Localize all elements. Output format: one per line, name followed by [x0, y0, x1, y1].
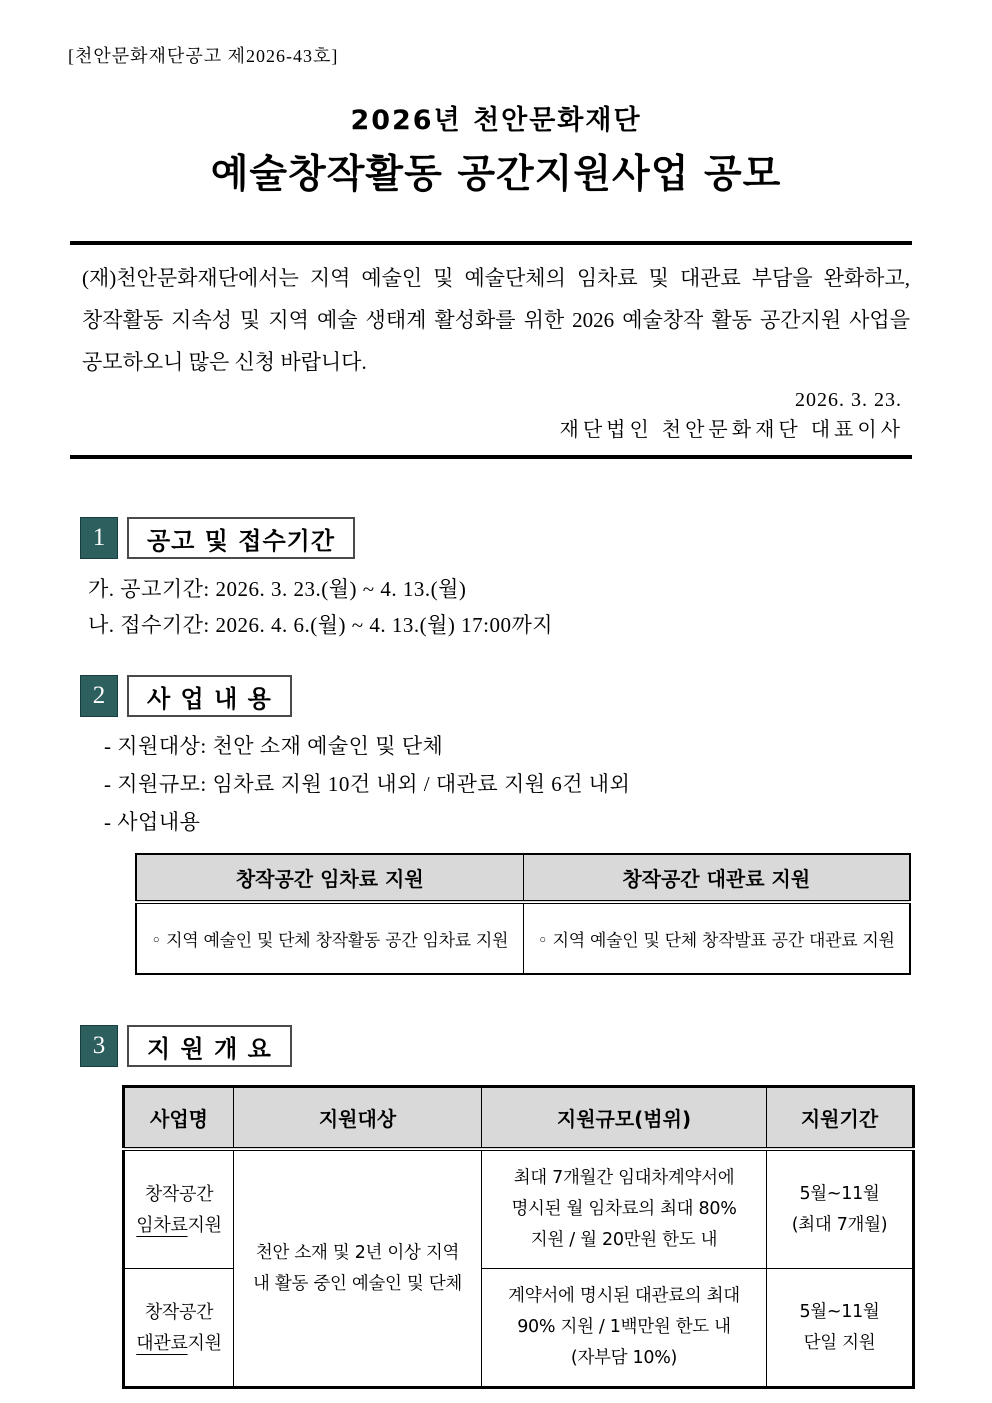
- overview-venue-period-cell: [767, 1269, 914, 1388]
- title-line-1: 2026년 천안문화재단: [350, 105, 642, 136]
- overview-venue-name-rest: 지원: [187, 1332, 222, 1354]
- support-scale-line: - 지원규모: 임차료 지원 10건 내외 / 대관료 지원 6건 내외: [104, 772, 631, 796]
- support-target-line: - 지원대상: 천안 소재 예술인 및 단체: [104, 734, 444, 758]
- overview-rent-name-cell: [124, 1149, 234, 1269]
- overview-target-line2: 내 활동 중인 예술인 및 단체: [253, 1273, 462, 1294]
- overview-header-target: 지원대상: [234, 1087, 482, 1150]
- overview-header-name: 사업명: [124, 1087, 234, 1150]
- overview-table-header-row: [124, 1087, 914, 1150]
- section-3-header: [80, 1025, 992, 1067]
- intro-paragraph: (재)천안문화재단에서는 지역 예술인 및 예술단체의 임차료 및 대관료 부담을 완화하고, 창작활동 지속성 및 지역 예술 생태계 활성화를 위한 2026 예술창작 활동 공간지원 사업을 공모하오니 많은 신청 바랍니다.: [82, 266, 910, 374]
- overview-target-line1: 천안 소재 및 2년 이상 지역: [255, 1242, 460, 1263]
- overview-rent-scope-line1: 최대 7개월간 임대차계약서에: [513, 1168, 735, 1188]
- overview-rent-period-cell: [767, 1149, 914, 1269]
- content-table-cell-rent: ◦ 지역 예술인 및 단체 창작활동 공간 임차료 지원: [136, 902, 523, 974]
- section-1-title: 공고 및 접수기간: [127, 517, 355, 559]
- content-table-header-row: [136, 854, 910, 902]
- support-overview-table: [122, 1085, 915, 1389]
- overview-rent-name-rest: 지원: [187, 1214, 222, 1236]
- overview-rent-scope-line2: 명시된 월 임차료의 최대 80%: [511, 1199, 737, 1219]
- section-1-number-badge: 1: [80, 517, 118, 559]
- overview-rent-period-line2: (최대 7개월): [791, 1214, 888, 1235]
- content-table-header-venue: 창작공간 대관료 지원: [523, 854, 910, 902]
- content-table-body-row: [136, 902, 910, 974]
- overview-rent-name-line2: [129, 1210, 229, 1241]
- section-1-body: [88, 571, 992, 643]
- notice-number: [천안문화재단공고 제2026-43호]: [68, 46, 339, 66]
- overview-venue-period-line1: 5월~11월: [799, 1301, 880, 1322]
- overview-venue-name-line1: 창작공간: [144, 1301, 214, 1323]
- intro-date: 2026. 3. 23.: [795, 389, 902, 411]
- section-2-title: 사 업 내 용: [127, 675, 292, 717]
- overview-venue-name-line2: [129, 1328, 229, 1359]
- business-content-line: - 사업내용: [104, 810, 201, 834]
- title-line-2: 예술창작활동 공간지원사업 공모: [210, 152, 782, 197]
- overview-target-cell: [234, 1149, 482, 1388]
- overview-venue-scope-line1: 계약서에 명시된 대관료의 최대: [508, 1286, 740, 1306]
- overview-venue-name-cell: [124, 1269, 234, 1388]
- overview-rent-scope-line3: 지원 / 월 20만원 한도 내: [530, 1230, 718, 1250]
- section-1-header: [80, 517, 992, 559]
- divider-top: [70, 241, 912, 245]
- overview-venue-period-line2: 단일 지원: [803, 1332, 876, 1353]
- overview-venue-scope-cell: [482, 1269, 767, 1388]
- overview-header-period: 지원기간: [767, 1087, 914, 1150]
- overview-rent-name-line1: 창작공간: [144, 1183, 214, 1205]
- overview-rent-scope-cell: [482, 1149, 767, 1269]
- section-3-title: 지 원 개 요: [127, 1025, 292, 1067]
- divider-bottom: [70, 455, 912, 459]
- section-2-body: [104, 727, 992, 841]
- overview-row-rent: [124, 1149, 914, 1269]
- overview-rent-period-line1: 5월~11월: [799, 1183, 880, 1204]
- overview-rent-name-underlined: 임차료: [136, 1214, 188, 1236]
- document-title: [0, 98, 992, 199]
- content-table-cell-venue: ◦ 지역 예술인 및 단체 창작발표 공간 대관료 지원: [523, 902, 910, 974]
- overview-venue-scope-line2: 90% 지원 / 1백만원 한도 내: [517, 1317, 731, 1337]
- application-period-line: 나. 접수기간: 2026. 4. 6.(월) ~ 4. 13.(월) 17:00까지: [88, 613, 554, 637]
- section-2-number-badge: 2: [80, 675, 118, 717]
- section-2-header: [80, 675, 992, 717]
- content-table-header-rent: 창작공간 임차료 지원: [136, 854, 523, 902]
- intro-signature: 재단법인 천안문화재단 대표이사: [559, 419, 904, 441]
- announcement-period-line: 가. 공고기간: 2026. 3. 23.(월) ~ 4. 13.(월): [88, 577, 467, 601]
- section-3-number-badge: 3: [80, 1025, 118, 1067]
- overview-header-scope: 지원규모(범위): [482, 1087, 767, 1150]
- business-content-table: [135, 853, 911, 975]
- overview-venue-scope-line3: (자부담 10%): [570, 1348, 678, 1368]
- overview-venue-name-underlined: 대관료: [136, 1332, 188, 1354]
